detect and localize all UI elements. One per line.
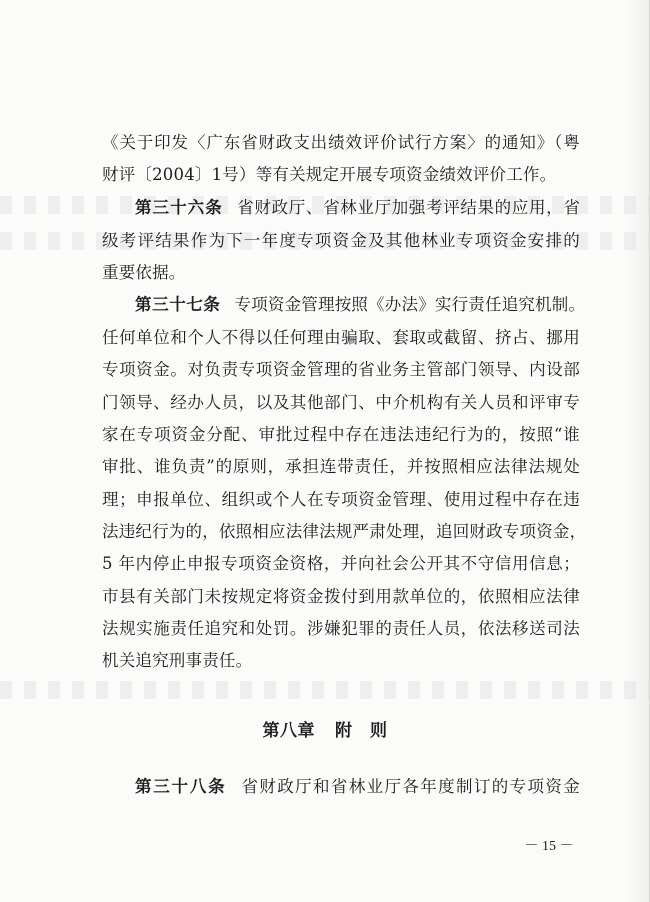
page-number: － 15 － — [524, 839, 574, 854]
text-line: 任何单位和个人不得以任何理由骗取、套取或截留、挤占、挪用 — [102, 328, 580, 347]
text-line: 法规实施责任追究和处罚。涉嫌犯罪的责任人员，依法移送司法 — [102, 619, 580, 638]
article-37-text: 专项资金管理按照《办法》实行责任追究机制。 — [234, 295, 586, 314]
article-38-first-line — [135, 777, 580, 797]
text-line: 家在专项资金分配、审批过程中存在违法违纪行为的，按照“谁 — [102, 425, 580, 444]
show-through-shadow — [0, 681, 650, 699]
text-line: 《关于印发〈广东省财政支出绩效评价试行方案〉的通知》（粤 — [102, 133, 580, 152]
text-line: 级考评结果作为下一年度专项资金及其他林业专项资金安排的 — [102, 231, 580, 250]
article-37-label: 第三十七条 — [135, 295, 221, 314]
text-line: 审批、谁负责”的原则，承担连带责任，并按照相应法律法规处 — [102, 457, 580, 476]
text-line: 专项资金。对负责专项资金管理的省业务主管部门领导、内设部 — [102, 360, 580, 379]
text-line: 5 年内停止申报专项资金资格，并向社会公开其不守信用信息； — [102, 554, 580, 573]
article-38-label: 第三十八条 — [135, 777, 227, 796]
text-line: 门领导、经办人员，以及其他部门、中介机构有关人员和评审专 — [102, 393, 580, 412]
chapter-heading — [0, 721, 650, 741]
text-line: 理；申报单位、组织或个人在专项资金管理、使用过程中存在违 — [102, 490, 580, 509]
article-36-text: 省财政厅、省林业厅加强考评结果的应用，省 — [236, 198, 581, 217]
text-line: 重要依据。 — [102, 263, 186, 282]
chapter-title: 附 则 — [335, 721, 388, 741]
text-line: 法违纪行为的，依照相应法律法规严肃处理，追回财政专项资金， — [102, 522, 587, 541]
text-line: 财评〔2004〕1号）等有关规定开展专项资金绩效评价工作。 — [102, 165, 557, 184]
chapter-number: 第八章 — [262, 721, 315, 741]
article-36-label: 第三十六条 — [135, 198, 223, 217]
article-38-text: 省财政厅和省林业厅各年度制订的专项资金 — [240, 777, 580, 796]
article-36-first-line — [135, 198, 580, 218]
text-line: 机关追究刑事责任。 — [102, 651, 253, 670]
text-line: 市县有关部门未按规定将资金拨付到用款单位的，依照相应法律 — [102, 587, 580, 606]
scan-shadow — [627, 0, 649, 902]
article-37-first-line — [135, 295, 586, 315]
